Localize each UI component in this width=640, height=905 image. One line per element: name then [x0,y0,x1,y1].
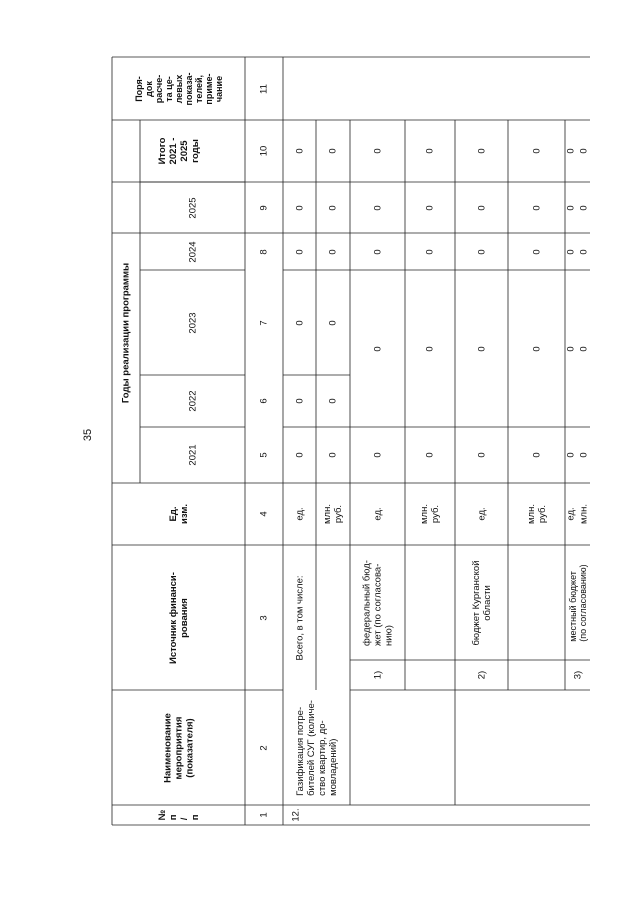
source-local: местный бюджет (по согласованию) [567,563,588,642]
col-number: 7 [258,319,270,326]
value-cell: 0 [372,204,383,211]
value-cell: 0 [327,204,339,211]
value-cell: 0 [476,148,487,154]
value-cell: 0 [327,248,339,255]
unit-cell: ед. [372,507,383,521]
value-cell: 0 [578,452,589,458]
source-federal: федеральный бюд- жет (по согласова- нию) [361,559,394,646]
header-total: Итого 2021 - 2025 годы [156,137,201,165]
value-cell: 0 [327,319,339,326]
header-year-2022: 2022 [187,390,198,412]
header-years-group: Годы реализации программы [120,262,132,403]
value-cell: 0 [578,148,589,154]
col-number: 3 [258,614,270,621]
header-year-2025: 2025 [187,196,198,219]
unit-cell: млн. руб. [525,504,548,524]
unit-cell: ед. [294,507,305,521]
value-cell: 0 [372,148,383,154]
value-cell: 0 [372,345,383,352]
value-cell: 0 [327,398,339,404]
value-cell: 0 [424,345,436,352]
value-cell: 0 [372,248,383,255]
col-number: 2 [258,744,270,751]
header-num: № п / п [156,809,201,821]
value-cell: 0 [531,248,542,255]
value-cell: 0 [476,345,487,352]
page-number: 35 [82,428,94,442]
value-cell: 0 [531,345,542,352]
header-unit: Ед. изм. [167,504,190,524]
value-cell: 0 [476,452,487,458]
value-cell: 0 [294,398,305,404]
source-total: Всего, в том числе: [294,574,305,661]
value-cell: 0 [424,204,436,211]
value-cell: 0 [565,204,577,211]
value-cell: 0 [565,148,577,154]
col-number: 6 [258,398,270,404]
value-cell: 0 [327,148,339,154]
value-cell: 0 [294,248,305,255]
value-cell: 0 [327,452,339,458]
value-cell: 0 [531,204,542,211]
value-cell: 0 [294,204,305,211]
value-cell: 0 [424,148,436,154]
source-idx: 1) [372,670,383,680]
value-cell: 0 [476,248,487,255]
value-cell: 0 [424,452,436,458]
unit-cell: млн. [578,504,589,524]
value-cell: 0 [578,204,589,211]
value-cell: 0 [565,452,577,458]
value-cell: 0 [565,248,577,255]
col-number: 9 [258,204,270,211]
header-year-2021: 2021 [187,444,198,466]
value-cell: 0 [578,345,589,352]
unit-cell: млн. руб. [322,504,344,524]
header-name: Наименование мероприятия (показателя) [162,712,195,783]
col-number: 4 [258,511,270,517]
unit-cell: млн. руб. [419,504,441,524]
row-num: 12. [290,808,301,822]
value-cell: 0 [294,148,305,154]
source-idx: 2) [476,670,487,680]
header-source: Источник финанси- рования [167,571,190,664]
value-cell: 0 [424,248,436,255]
value-cell: 0 [372,452,383,458]
source-regional: бюджет Курганской области [470,559,493,646]
source-idx: 3) [572,670,583,680]
col-number: 5 [258,452,270,458]
value-cell: 0 [294,452,305,458]
col-number: 1 [258,812,270,818]
value-cell: 0 [578,248,589,255]
row-name: Газификация потре- бителей СУГ (количе- ство квартир, до- мовладений) [294,699,339,796]
col-number: 10 [258,145,270,157]
header-calc: Поря- док расче- та це- левых показа- телей, приме- чание [133,72,224,105]
value-cell: 0 [531,452,542,458]
unit-cell: ед. [476,507,487,521]
value-cell: 0 [476,204,487,211]
header-year-2023: 2023 [187,311,198,334]
value-cell: 0 [565,345,577,352]
header-year-2024: 2024 [187,240,198,263]
col-number: 8 [258,248,270,255]
value-cell: 0 [531,148,542,154]
value-cell: 0 [294,319,305,326]
unit-cell: ед. [565,507,577,521]
col-number: 11 [258,83,270,94]
